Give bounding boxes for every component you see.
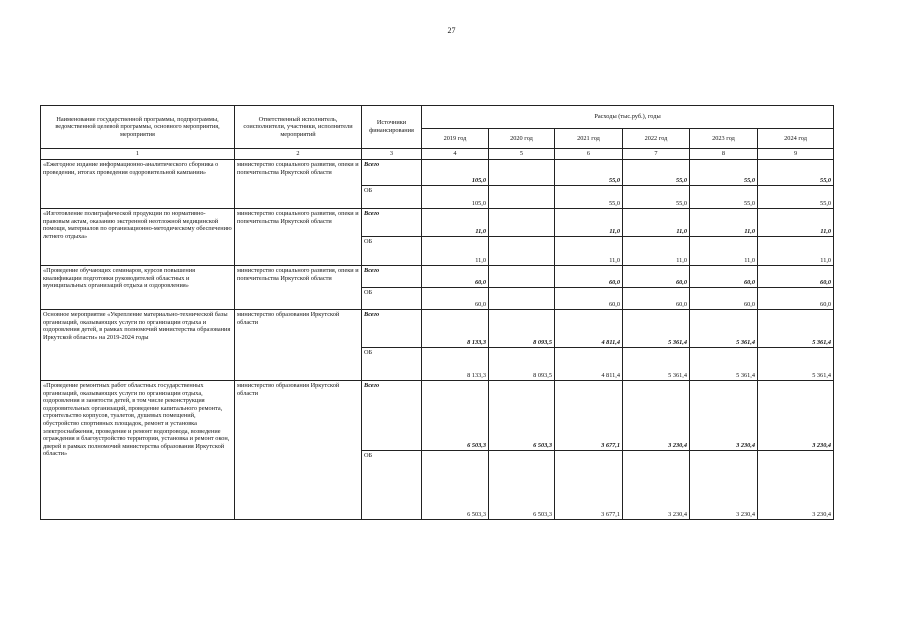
source-ob: ОБ xyxy=(362,288,422,310)
source-ob: ОБ xyxy=(362,348,422,381)
source-total: Всего xyxy=(362,160,422,186)
column-number: 7 xyxy=(623,149,690,160)
column-number: 1 xyxy=(41,149,235,160)
executor: министерство образования Иркутской области xyxy=(235,381,362,520)
total-value: 5 361,4 xyxy=(690,310,758,348)
total-value: 55,0 xyxy=(623,160,690,186)
total-value xyxy=(489,266,555,288)
table-row xyxy=(41,381,834,451)
ob-value: 3 677,1 xyxy=(555,451,623,520)
total-value xyxy=(489,209,555,237)
ob-value: 3 230,4 xyxy=(623,451,690,520)
ob-value: 60,0 xyxy=(758,288,834,310)
column-number: 5 xyxy=(489,149,555,160)
ob-value xyxy=(489,237,555,266)
total-value: 6 503,3 xyxy=(489,381,555,451)
ob-value: 4 811,4 xyxy=(555,348,623,381)
header-year: 2024 год xyxy=(758,129,834,149)
total-value: 105,0 xyxy=(422,160,489,186)
executor: министерство образования Иркутской области xyxy=(235,310,362,381)
ob-value: 11,0 xyxy=(422,237,489,266)
table-row xyxy=(41,266,834,288)
header-executor: Ответственный исполнитель, соисполнители, участники, исполнители мероприятий xyxy=(235,106,362,149)
page-number: 27 xyxy=(447,26,456,35)
executor: министерство социального развития, опеки и попечительства Иркутской области xyxy=(235,209,362,266)
ob-value: 60,0 xyxy=(623,288,690,310)
ob-value: 6 503,3 xyxy=(489,451,555,520)
total-value: 11,0 xyxy=(555,209,623,237)
ob-value: 6 503,3 xyxy=(422,451,489,520)
header-year: 2020 год xyxy=(489,129,555,149)
ob-value: 60,0 xyxy=(555,288,623,310)
total-value: 55,0 xyxy=(555,160,623,186)
total-value: 55,0 xyxy=(690,160,758,186)
executor: министерство социального развития, опеки и попечительства Иркутской области xyxy=(235,266,362,310)
total-value: 60,0 xyxy=(555,266,623,288)
ob-value: 3 230,4 xyxy=(690,451,758,520)
total-value: 11,0 xyxy=(758,209,834,237)
source-ob: ОБ xyxy=(362,237,422,266)
column-number: 2 xyxy=(235,149,362,160)
total-value: 6 503,3 xyxy=(422,381,489,451)
ob-value xyxy=(489,186,555,209)
ob-value: 5 361,4 xyxy=(623,348,690,381)
total-value: 60,0 xyxy=(690,266,758,288)
total-value: 8 133,3 xyxy=(422,310,489,348)
header-source: Источники финансирования xyxy=(362,106,422,149)
ob-value: 55,0 xyxy=(758,186,834,209)
source-ob: ОБ xyxy=(362,451,422,520)
total-value: 3 230,4 xyxy=(623,381,690,451)
total-value: 11,0 xyxy=(623,209,690,237)
source-total: Всего xyxy=(362,266,422,288)
total-value: 5 361,4 xyxy=(623,310,690,348)
table-row xyxy=(41,160,834,186)
total-value: 5 361,4 xyxy=(758,310,834,348)
total-value: 11,0 xyxy=(422,209,489,237)
ob-value: 11,0 xyxy=(758,237,834,266)
activity-name: Основное мероприятие «Укрепление материально-технической базы организаций, оказывающих услуги по организации отдыха и оздоровления детей, в рамках полномочий министерства образования Иркутской области» на 2019-2024 годы xyxy=(41,310,235,381)
ob-value: 60,0 xyxy=(690,288,758,310)
column-number: 8 xyxy=(690,149,758,160)
ob-value: 3 230,4 xyxy=(758,451,834,520)
total-value: 3 230,4 xyxy=(758,381,834,451)
total-value: 3 230,4 xyxy=(690,381,758,451)
total-value: 8 093,5 xyxy=(489,310,555,348)
table-row xyxy=(41,310,834,348)
ob-value: 105,0 xyxy=(422,186,489,209)
ob-value: 55,0 xyxy=(623,186,690,209)
budget-table xyxy=(40,105,834,520)
total-value: 60,0 xyxy=(422,266,489,288)
ob-value: 55,0 xyxy=(690,186,758,209)
activity-name: «Проведение обучающих семинаров, курсов повышения квалификации подготовки руководителей областных и муниципальных организаций отдыха и оздоровления» xyxy=(41,266,235,310)
activity-name: «Изготовление полиграфической продукции по нормативно-правовым актам, оказанию экстренной неотложной медицинской помощи, материалов по организационно-методическому обеспечению летнего отдыха» xyxy=(41,209,235,266)
ob-value: 11,0 xyxy=(555,237,623,266)
source-total: Всего xyxy=(362,310,422,348)
ob-value: 11,0 xyxy=(623,237,690,266)
column-number: 4 xyxy=(422,149,489,160)
ob-value: 60,0 xyxy=(422,288,489,310)
ob-value xyxy=(489,288,555,310)
header-year: 2019 год xyxy=(422,129,489,149)
header-year: 2021 год xyxy=(555,129,623,149)
total-value: 60,0 xyxy=(758,266,834,288)
total-value: 4 811,4 xyxy=(555,310,623,348)
column-number: 9 xyxy=(758,149,834,160)
source-ob: ОБ xyxy=(362,186,422,209)
total-value: 55,0 xyxy=(758,160,834,186)
total-value: 11,0 xyxy=(690,209,758,237)
total-value xyxy=(489,160,555,186)
header-expenses: Расходы (тыс.руб.), годы xyxy=(422,106,834,129)
column-number: 3 xyxy=(362,149,422,160)
total-value: 60,0 xyxy=(623,266,690,288)
header-year: 2023 год xyxy=(690,129,758,149)
ob-value: 8 093,5 xyxy=(489,348,555,381)
ob-value: 8 133,3 xyxy=(422,348,489,381)
source-total: Всего xyxy=(362,381,422,451)
column-number: 6 xyxy=(555,149,623,160)
ob-value: 5 361,4 xyxy=(758,348,834,381)
executor: министерство социального развития, опеки и попечительства Иркутской области xyxy=(235,160,362,209)
activity-name: «Проведение ремонтных работ областных государственных организаций, оказывающих услуги по организации отдыха, оздоровления и занятости детей, в том числе реконструкция оздоровительных организаций, проведение капитального ремонта, строительство корпусов, туалетов, душевых помещений, обустройство спортивных площадок, ремонт и установка электроснабжения, проведение и ремонт водопровода, возведение ограждения и благоустройство территории, установка и ремонт окон, дверей в рамках полномочий министерства образования Иркутской области» xyxy=(41,381,235,520)
header-year: 2022 год xyxy=(623,129,690,149)
ob-value: 5 361,4 xyxy=(690,348,758,381)
ob-value: 11,0 xyxy=(690,237,758,266)
activity-name: «Ежегодное издание информационно-аналитического сборника о проведении, итогах проведения оздоровительной кампании» xyxy=(41,160,235,209)
ob-value: 55,0 xyxy=(555,186,623,209)
header-name: Наименование государственной программы, подпрограммы, ведомственной целевой программы, основного мероприятия, мероприятия xyxy=(41,106,235,149)
total-value: 3 677,1 xyxy=(555,381,623,451)
table-row xyxy=(41,209,834,237)
source-total: Всего xyxy=(362,209,422,237)
